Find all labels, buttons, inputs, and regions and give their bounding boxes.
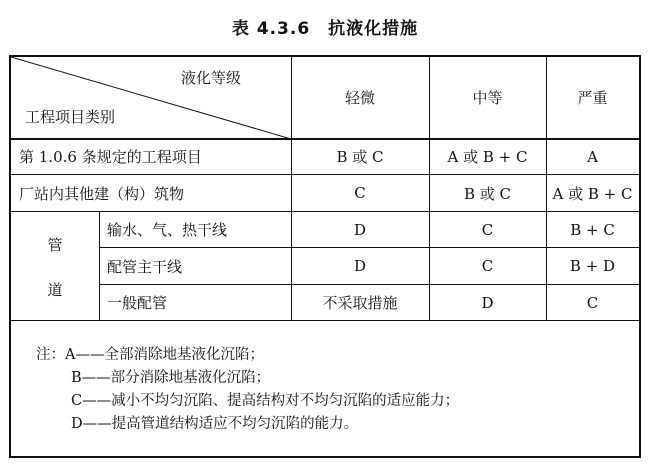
group-label (11, 222, 99, 312)
group-label-char: 道 (47, 281, 63, 299)
note-item: A——全部消除地基液化沉陷； (65, 347, 264, 363)
table-cell: C (354, 184, 366, 202)
row-category: 厂站内其他建（构）筑物 (19, 184, 185, 203)
row-category: 一般配管 (107, 294, 168, 312)
table-title (0, 14, 650, 39)
row-category: 配管主干线 (107, 257, 183, 276)
table-cell: B + C (570, 220, 615, 239)
table-cell: C (586, 293, 599, 312)
measures-table (9, 55, 641, 458)
corner-bottom-label: 工程项目类别 (25, 108, 116, 126)
table-cell: C (481, 257, 494, 275)
table-cell: D (353, 257, 367, 275)
row-category: 第 1.0.6 条规定的工程项目 (19, 148, 202, 166)
table-number: 表 4.3.6 (231, 19, 311, 39)
notes-prefix: 注： (36, 347, 65, 363)
note-item: B——部分消除地基液化沉陷； (71, 370, 271, 386)
table-cell: 不采取措施 (322, 294, 398, 312)
table-cell: A 或 B + C (552, 184, 633, 203)
table-cell: B 或 C (463, 184, 512, 203)
table-cell: A (587, 147, 598, 166)
note-item: C——减小不均匀沉陷、提高结构对不均匀沉陷的适应能力； (71, 393, 460, 409)
table-cell: B + D (569, 257, 616, 275)
table-cell: D (481, 293, 494, 312)
table-title-text: 抗液化措施 (328, 19, 419, 39)
group-label-char: 管 (47, 236, 63, 254)
col-header-minor: 轻微 (344, 89, 375, 107)
table-cell: B 或 C (336, 148, 384, 166)
corner-top-label: 液化等级 (181, 69, 242, 87)
row-category: 输水、气、热干线 (107, 221, 228, 239)
table-cell: A 或 B + C (447, 148, 528, 166)
col-header-severe: 严重 (577, 89, 608, 107)
table-cell: C (481, 220, 494, 239)
table-cell: D (353, 220, 367, 239)
table-notes (36, 344, 459, 436)
note-item: D——提高管道结构适应不均匀沉陷的能力。 (71, 416, 359, 432)
notes-rule (11, 320, 639, 321)
col-header-moderate: 中等 (472, 89, 503, 107)
